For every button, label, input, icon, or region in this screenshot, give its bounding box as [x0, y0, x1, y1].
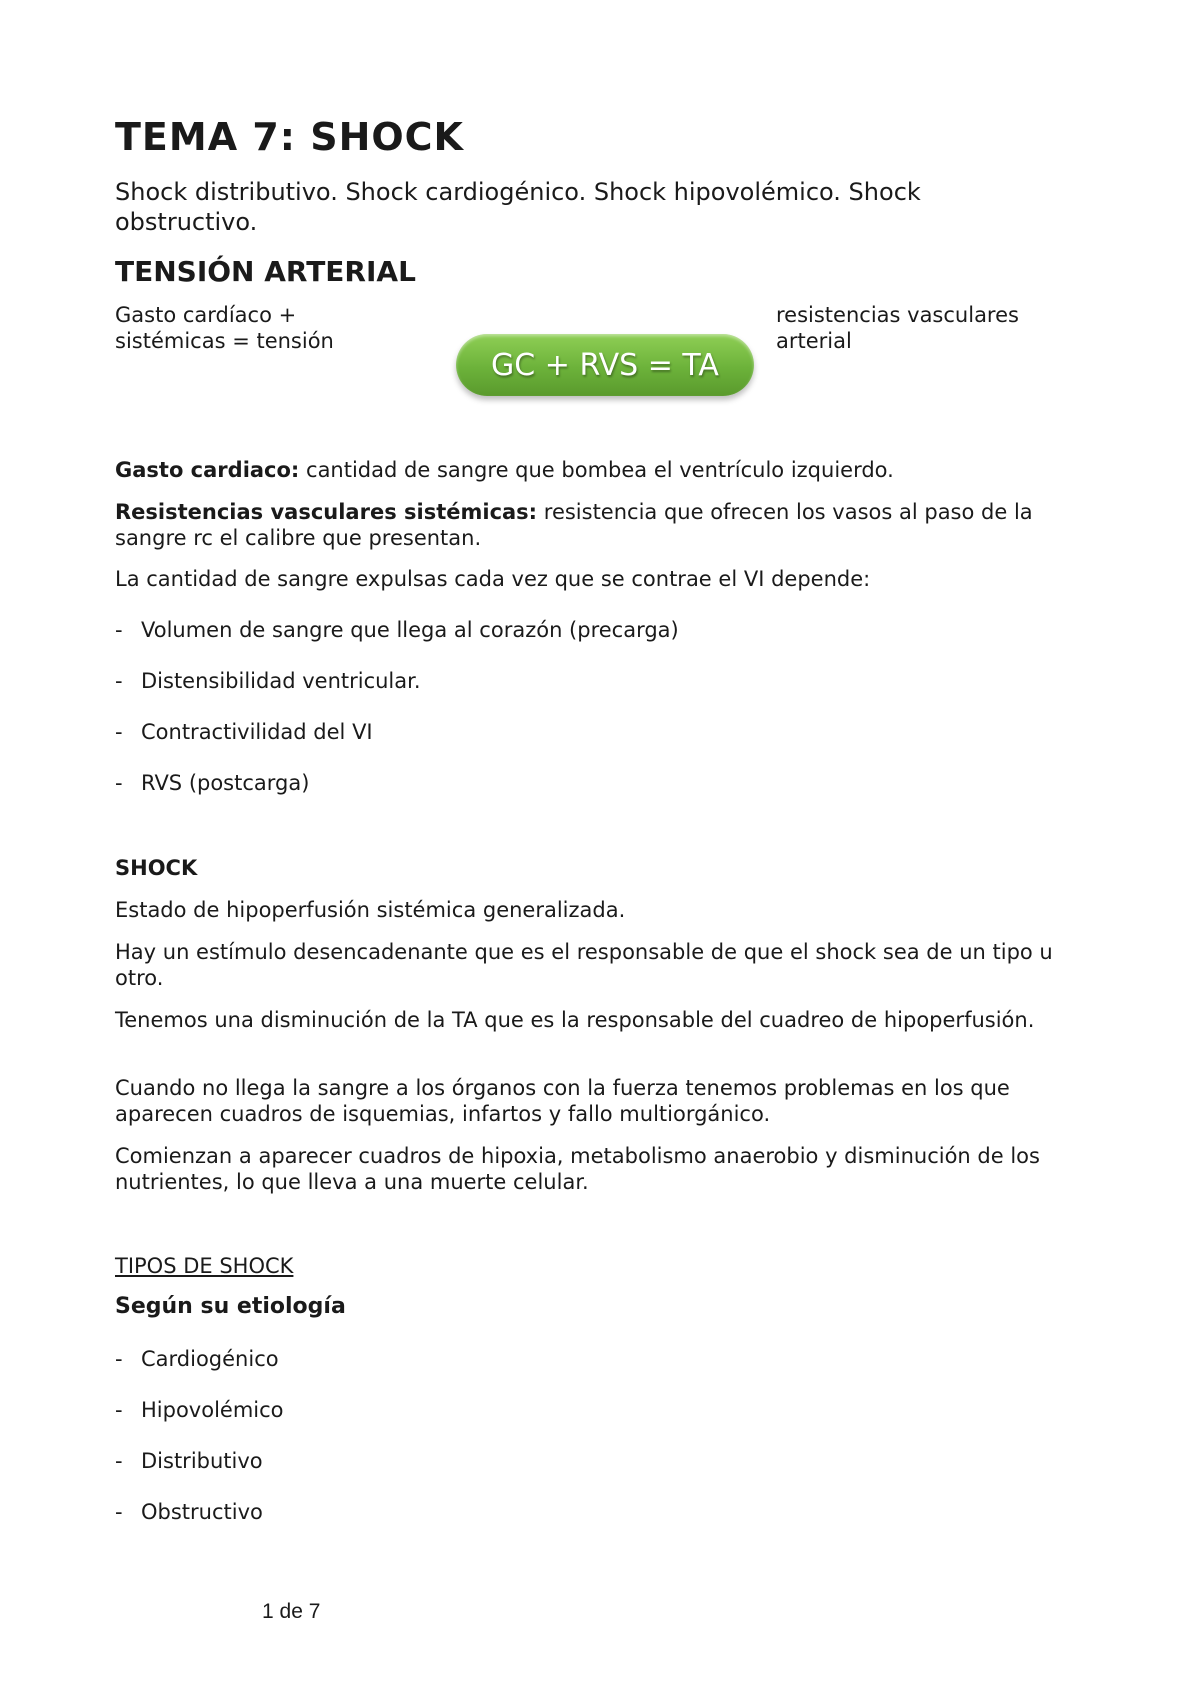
- formula-badge: GC + RVS = TA: [456, 334, 754, 396]
- shock-paragraph: Comienzan a aparecer cuadros de hipoxia, metabolismo anaerobio y disminución de los nutrientes, lo que lleva a una muerte celular.: [115, 1144, 1040, 1194]
- definition-rvs-label: Resistencias vasculares sistémicas:: [115, 500, 538, 524]
- section-heading-tension: TENSIÓN ARTERIAL: [115, 255, 416, 288]
- formula-left-text: Gasto cardíaco + sistémicas = tensión: [115, 303, 334, 353]
- document-title: TEMA 7: SHOCK: [115, 115, 465, 159]
- shock-paragraph: Cuando no llega la sangre a los órganos con la fuerza tenemos problemas en los que aparecen cuadros de isquemias, infartos y fallo multiorgánico.: [115, 1076, 1010, 1126]
- depends-intro: La cantidad de sangre expulsas cada vez que se contrae el VI depende:: [115, 567, 871, 591]
- list-item: - Cardiogénico: [115, 1347, 279, 1371]
- subheading-etiologia: Según su etiología: [115, 1294, 346, 1319]
- shock-paragraph: Hay un estímulo desencadenante que es el responsable de que el shock sea de un tipo u otro.: [115, 940, 1053, 990]
- list-item: - Hipovolémico: [115, 1398, 284, 1422]
- shock-paragraph: Tenemos una disminución de la TA que es la responsable del cuadreo de hipoperfusión.: [115, 1008, 1035, 1032]
- definition-gasto-text: cantidad de sangre que bombea el ventrículo izquierdo.: [299, 458, 894, 482]
- list-item: - Distributivo: [115, 1449, 263, 1473]
- definition-rvs: [115, 499, 1105, 551]
- section-heading-tipos: TIPOS DE SHOCK: [115, 1254, 294, 1278]
- shock-paragraph: Estado de hipoperfusión sistémica generalizada.: [115, 898, 626, 922]
- formula-right-text: resistencias vasculares arterial: [776, 303, 1019, 353]
- section-heading-shock: SHOCK: [115, 856, 198, 880]
- page-number: 1 de 7: [262, 1600, 321, 1623]
- list-item: - Obstructivo: [115, 1500, 263, 1524]
- document-subtitle: Shock distributivo. Shock cardiogénico. Shock hipovolémico. Shock obstructivo.: [115, 178, 921, 236]
- list-item: - RVS (postcarga): [115, 771, 310, 795]
- definition-gasto-label: Gasto cardiaco:: [115, 458, 300, 482]
- list-item: - Contractivilidad del VI: [115, 720, 373, 744]
- definition-rvs-text: resistencia que ofrecen los vasos al paso de la sangre rc el calibre que presentan.: [115, 500, 1033, 550]
- list-item: - Volumen de sangre que llega al corazón (precarga): [115, 618, 679, 642]
- list-item: - Distensibilidad ventricular.: [115, 669, 421, 693]
- definition-gasto: [115, 457, 1105, 483]
